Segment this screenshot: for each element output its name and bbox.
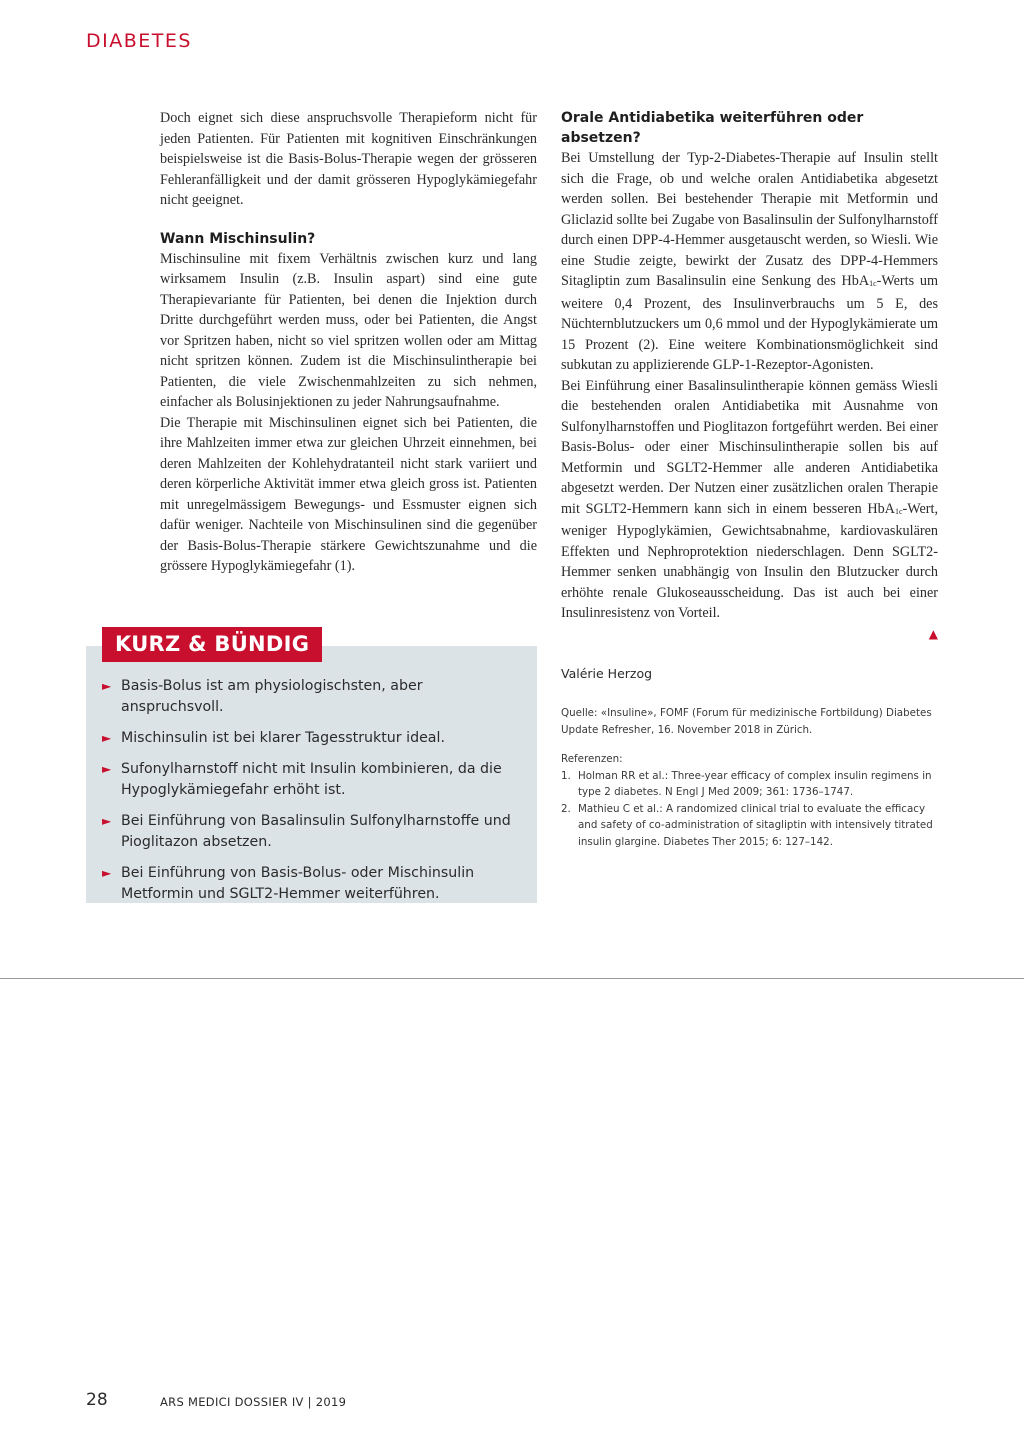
- paragraph-intro: Doch eignet sich diese anspruchsvolle Therapieform nicht für jeden Patienten. Für Patienten mit kognitiven Einschränkungen beispielsweise ist die Basis-Bolus-Therapie wegen der grösseren Fehleranfälligkeit und der damit grösseren Hypoglykämiegefahr nicht geeignet.: [160, 110, 537, 208]
- summary-box-title: KURZ & BÜNDIG: [102, 627, 322, 662]
- paragraph-antidiabetika-1: Bei Umstellung der Typ-2-Diabetes-Therapie auf Insulin stellt sich die Frage, ob und welche oralen Antidiabetika abgesetzt werden sollen. Bei bestehender Therapie mit Metformin und Gliclazid sollte bei Zugabe von Basalinsulin der Sulfonylharnstoff durch einen DPP-4-Hemmer ausgetauscht werden, so Wiesli. Wie eine Studie zeigte, bewirkt der Zusatz des DPP-4-Hemmers Sitagliptin zum Basalinsulin eine Senkung des HbA$_{1c}$-Werts um weitere 0,4 Prozent, des Insulinverbrauchs um 5 E, des Nüchternblutzuckers um 0,6 mmol und der Hypoglykämierate um 15 Prozent (2). Eine weitere Kombinationsmöglichkeit sind subkutan zu applizierende GLP-1-Rezeptor-Agonisten.: [561, 150, 938, 373]
- source-note: Quelle: «Insuline», FOMF (Forum für medizinische Fortbildung) Diabetes Update Refresher, 16. November 2018 in Zürich.: [561, 707, 932, 736]
- bullet-arrow-icon: ►: [102, 814, 112, 828]
- references-title: Referenzen:: [561, 753, 623, 765]
- publication-name: ARS MEDICI DOSSIER IV | 2019: [160, 1395, 347, 1409]
- article-end-triangle-icon: ▲: [928, 626, 938, 641]
- references: [561, 751, 938, 850]
- horizontal-divider: [0, 978, 1024, 979]
- summary-item: ► Bei Einführung von Basalinsulin Sulfonylharnstoffe und Pioglitazon absetzen.: [102, 811, 522, 853]
- heading-orale-antidiabetika: Orale Antidiabetika weiterführen oder absetzen?: [561, 110, 864, 146]
- heading-mischinsulin: Wann Mischinsulin?: [160, 230, 316, 247]
- bullet-arrow-icon: ►: [102, 679, 112, 693]
- bullet-arrow-icon: ►: [102, 762, 112, 776]
- paragraph-mischinsulin-1: Mischinsuline mit fixem Verhältnis zwischen kurz und lang wirksamem Insulin (z.B. Insulin aspart) sind eine gute Therapievariante für Patienten, bei denen die Injektion durch Dritte durchgeführt werden muss, oder bei Patienten, die Angst vor Spritzen haben, nicht so viel spritzen wollen oder am Mittag nicht spritzen können. Zudem ist die Mischinsulintherapie bei Patienten, die viele Zwischenmahlzeiten zu sich nehmen, einfacher als Bolusinjektionen zu jeder Nahrungsaufnahme.: [160, 250, 537, 410]
- left-column: [160, 108, 537, 577]
- bullet-arrow-icon: ►: [102, 731, 112, 745]
- paragraph-antidiabetika-2: Bei Einführung einer Basalinsulintherapie können gemäss Wiesli die bestehenden oralen Antidiabetika mit Ausnahme von Sulfonylharnstoffen und Pioglitazon fortgeführt werden. Bei einer Basis-Bolus- oder einer Mischinsulintherapie sollen bis auf Metformin und SGLT2-Hemmer alle anderen Antidiabetika abgesetzt werden. Der Nutzen einer zusätzlichen oralen Therapie mit SGLT2-Hemmern kann sich in einem besseren HbA$_{1c}$-Wert, weniger Hypoglykämien, Gewichtsabnahme, kardiovaskulären Effekten und Nephroprotektion niederschlagen. Denn SGLT2-Hemmer senken unabhängig von Insulin den Blutzucker durch erhöhte renale Glukoseausscheidung. Das ist auch bei einer Insulinresistenz von Vorteil.: [561, 377, 938, 621]
- reference-item: 2. Mathieu C et al.: A randomized clinical trial to evaluate the efficacy and safety of co-administration of sitagliptin with intensively titrated insulin glargine. Diabetes Ther 2015; 6: 127–142.: [561, 802, 933, 848]
- author-name: Valérie Herzog: [561, 666, 653, 681]
- summary-item: ► Basis-Bolus ist am physiologischsten, aber anspruchsvoll.: [102, 676, 522, 718]
- paragraph-mischinsulin-2: Die Therapie mit Mischinsulinen eignet sich bei Patienten, die ihre Mahlzeiten immer etwa zur gleichen Uhrzeit einnehmen, bei deren Mahlzeiten der Kohlehydratanteil nicht stark variiert und deren körperliche Aktivität immer etwa gleich gross ist. Patienten mit unregelmässigem Bewegungs- und Essmuster eignen sich dafür weniger. Nachteile von Mischinsulinen sind die gegenüber der Basis-Bolus-Therapie stärkere Gewichtszunahme und die grössere Hypoglykämiegefahr (1).: [160, 414, 537, 574]
- right-column: [561, 108, 938, 642]
- section-header: DIABETES: [86, 30, 192, 52]
- bullet-arrow-icon: ►: [102, 866, 112, 880]
- reference-item: 1. Holman RR et al.: Three-year efficacy of complex insulin regimens in type 2 diabetes. N Engl J Med 2009; 361: 1736–1747.: [561, 769, 932, 798]
- summary-item: ► Mischinsulin ist bei klarer Tagesstruktur ideal.: [102, 728, 522, 749]
- page-number: 28: [86, 1390, 108, 1410]
- summary-item: ► Bei Einführung von Basis-Bolus- oder Mischinsulin Metformin und SGLT2-Hemmer weiterführen.: [102, 863, 522, 905]
- summary-item: ► Sufonylharnstoff nicht mit Insulin kombinieren, da die Hypoglykämiegefahr erhöht ist.: [102, 759, 522, 801]
- summary-list: [102, 676, 522, 915]
